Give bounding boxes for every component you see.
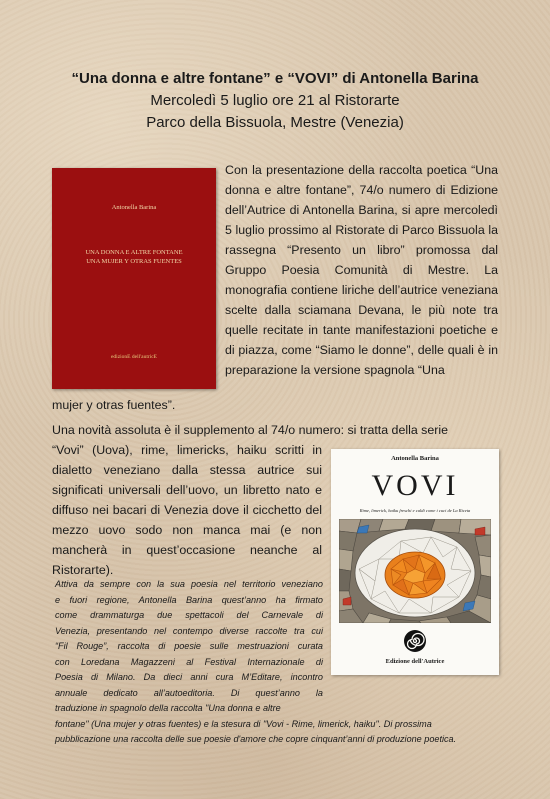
cover1-publisher: edizionE dell'autricE	[110, 354, 158, 360]
bio-line: fontane" (Una mujer y otras fuentes) e la stesura di "Vovi - Rime, limerick, haiku". Di prossima	[55, 718, 432, 729]
author-bio	[55, 577, 498, 748]
bio-line: “Fil Rouge”, raccolta di poesie sulle mestruazioni curata	[55, 641, 323, 651]
cover1-title-line2: UNA MUJER Y OTRAS FUENTES	[86, 258, 182, 265]
cover2-author: Antonella Barina	[391, 455, 439, 462]
bio-line: come drammaturga due spettacoli del Carnevale di	[55, 610, 323, 620]
paragraph-presentation-tail: mujer y otras fuentes”.	[52, 398, 176, 412]
paragraph-novelty: “Vovi” (Uova), rime, limericks, haiku scritti in dialetto veneziano dalla stessa autrice sui significati universali dell’uovo, un libretto nato e diffuso nei bacari di Venezia dove il cicchetto del mezzo uovo sodo non manca mai (e non mancherà in quest’occasione neanche al Ristorarte).	[52, 443, 322, 577]
cover1-author: Antonella Barina	[111, 204, 157, 211]
bio-line: Attiva da sempre con la sua poesia nel territorio veneziano	[55, 579, 323, 589]
event-place: Parco della Bissuola, Mestre (Venezia)	[146, 114, 404, 131]
paragraph-novelty-first-line: Una novità assoluta è il supplemento al 74/o numero: si tratta della serie	[52, 423, 449, 437]
cover1-title	[52, 248, 216, 266]
bio-line: traduzione in spagnolo della raccolta "Una donna e altre	[55, 703, 281, 713]
bio-line: pubblicazione una raccolta delle sue poesie d'amore che copre cinquant’anni di produzione poetica.	[55, 734, 457, 744]
bio-line: Venezia, presentando nel contempo diverse raccolte tra cui	[55, 625, 323, 636]
paragraph-presentation: Con la presentazione della raccolta poetica “Una donna e altre fontane”, 74/o numero di Edizione dell’Autrice di Antonella Barina, si apre mercoledì 5 luglio prossimo al Ristorate di Parco Bissuola la rassegna “Presento un libro” promossa dal Gruppo Poesia Comunità di Mestre. La monografia contiene liriche dell’autrice veneziana scelte dalla sciamana Devana, le più note tra quelle recitate in tante manifestazioni poetiche e di piazza, come “Siamo le donne”, delle quali è in preparazione la versione spagnola “Una	[225, 163, 498, 377]
cover2-subtitle: Rime, limerick, haiku freschi e caldi come i cuci de La Riceta	[359, 508, 471, 513]
book-cover-una-donna	[52, 168, 216, 389]
bio-line: annuale dedicato all’autoeditoria. Di quest’anno la	[55, 687, 323, 698]
cover1-title-line1: UNA DONNA E ALTRE FONTANE	[85, 249, 183, 256]
cover2-publisher: Edizione dell'Autrice	[385, 658, 445, 665]
bio-line: con Loredana Magazzeni al Festival Internazionale di	[55, 656, 323, 667]
page-title: “Una donna e altre fontane” e “VOVI” di Antonella Barina	[71, 70, 479, 87]
bio-line: Poesia di Milano. Da dieci anni cura M’Editare, incontro	[55, 672, 323, 682]
bio-line: e fuori regione, Antonella Barina quest’anno ha firmato	[55, 594, 323, 605]
event-date: Mercoledì 5 luglio ore 21 al Ristorarte	[150, 92, 400, 109]
cover2-title: VOVI	[371, 469, 459, 502]
header	[0, 68, 550, 134]
